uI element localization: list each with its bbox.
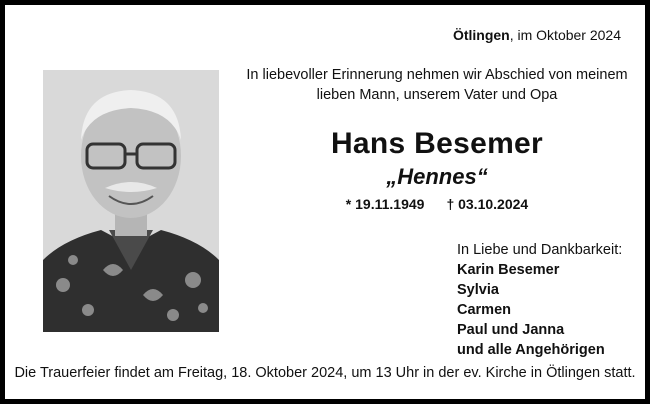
date-text: , im Oktober 2024 [509,27,621,43]
deceased-nickname: „Hennes“ [386,164,488,189]
intro-line-1: In liebevoller Erinnerung nehmen wir Abschied von meinem [246,67,628,83]
family-section [457,240,622,360]
intro-line-2: lieben Mann, unserem Vater und Opa [316,87,558,103]
deceased-name: Hans Besemer [330,127,544,160]
family-member: Karin Besemer [457,262,560,278]
portrait-illustration [43,70,219,332]
funeral-notice: Die Trauerfeier findet am Freitag, 18. Oktober 2024, um 13 Uhr in der ev. Kirche in Ötlingen statt. [14,365,636,381]
intro-text [237,65,637,105]
birth-date: * 19.11.1949 [345,196,425,212]
place: Ötlingen [452,27,510,43]
family-intro: In Liebe und Dankbarkeit: [457,242,623,258]
family-member: und alle Angehörigen [457,342,605,358]
place-date [453,27,621,43]
portrait-photo [43,70,219,332]
life-dates [237,196,637,212]
family-member: Paul und Janna [457,322,565,338]
family-member: Carmen [457,302,511,318]
death-date: † 03.10.2024 [446,196,529,212]
family-member: Sylvia [457,282,499,298]
